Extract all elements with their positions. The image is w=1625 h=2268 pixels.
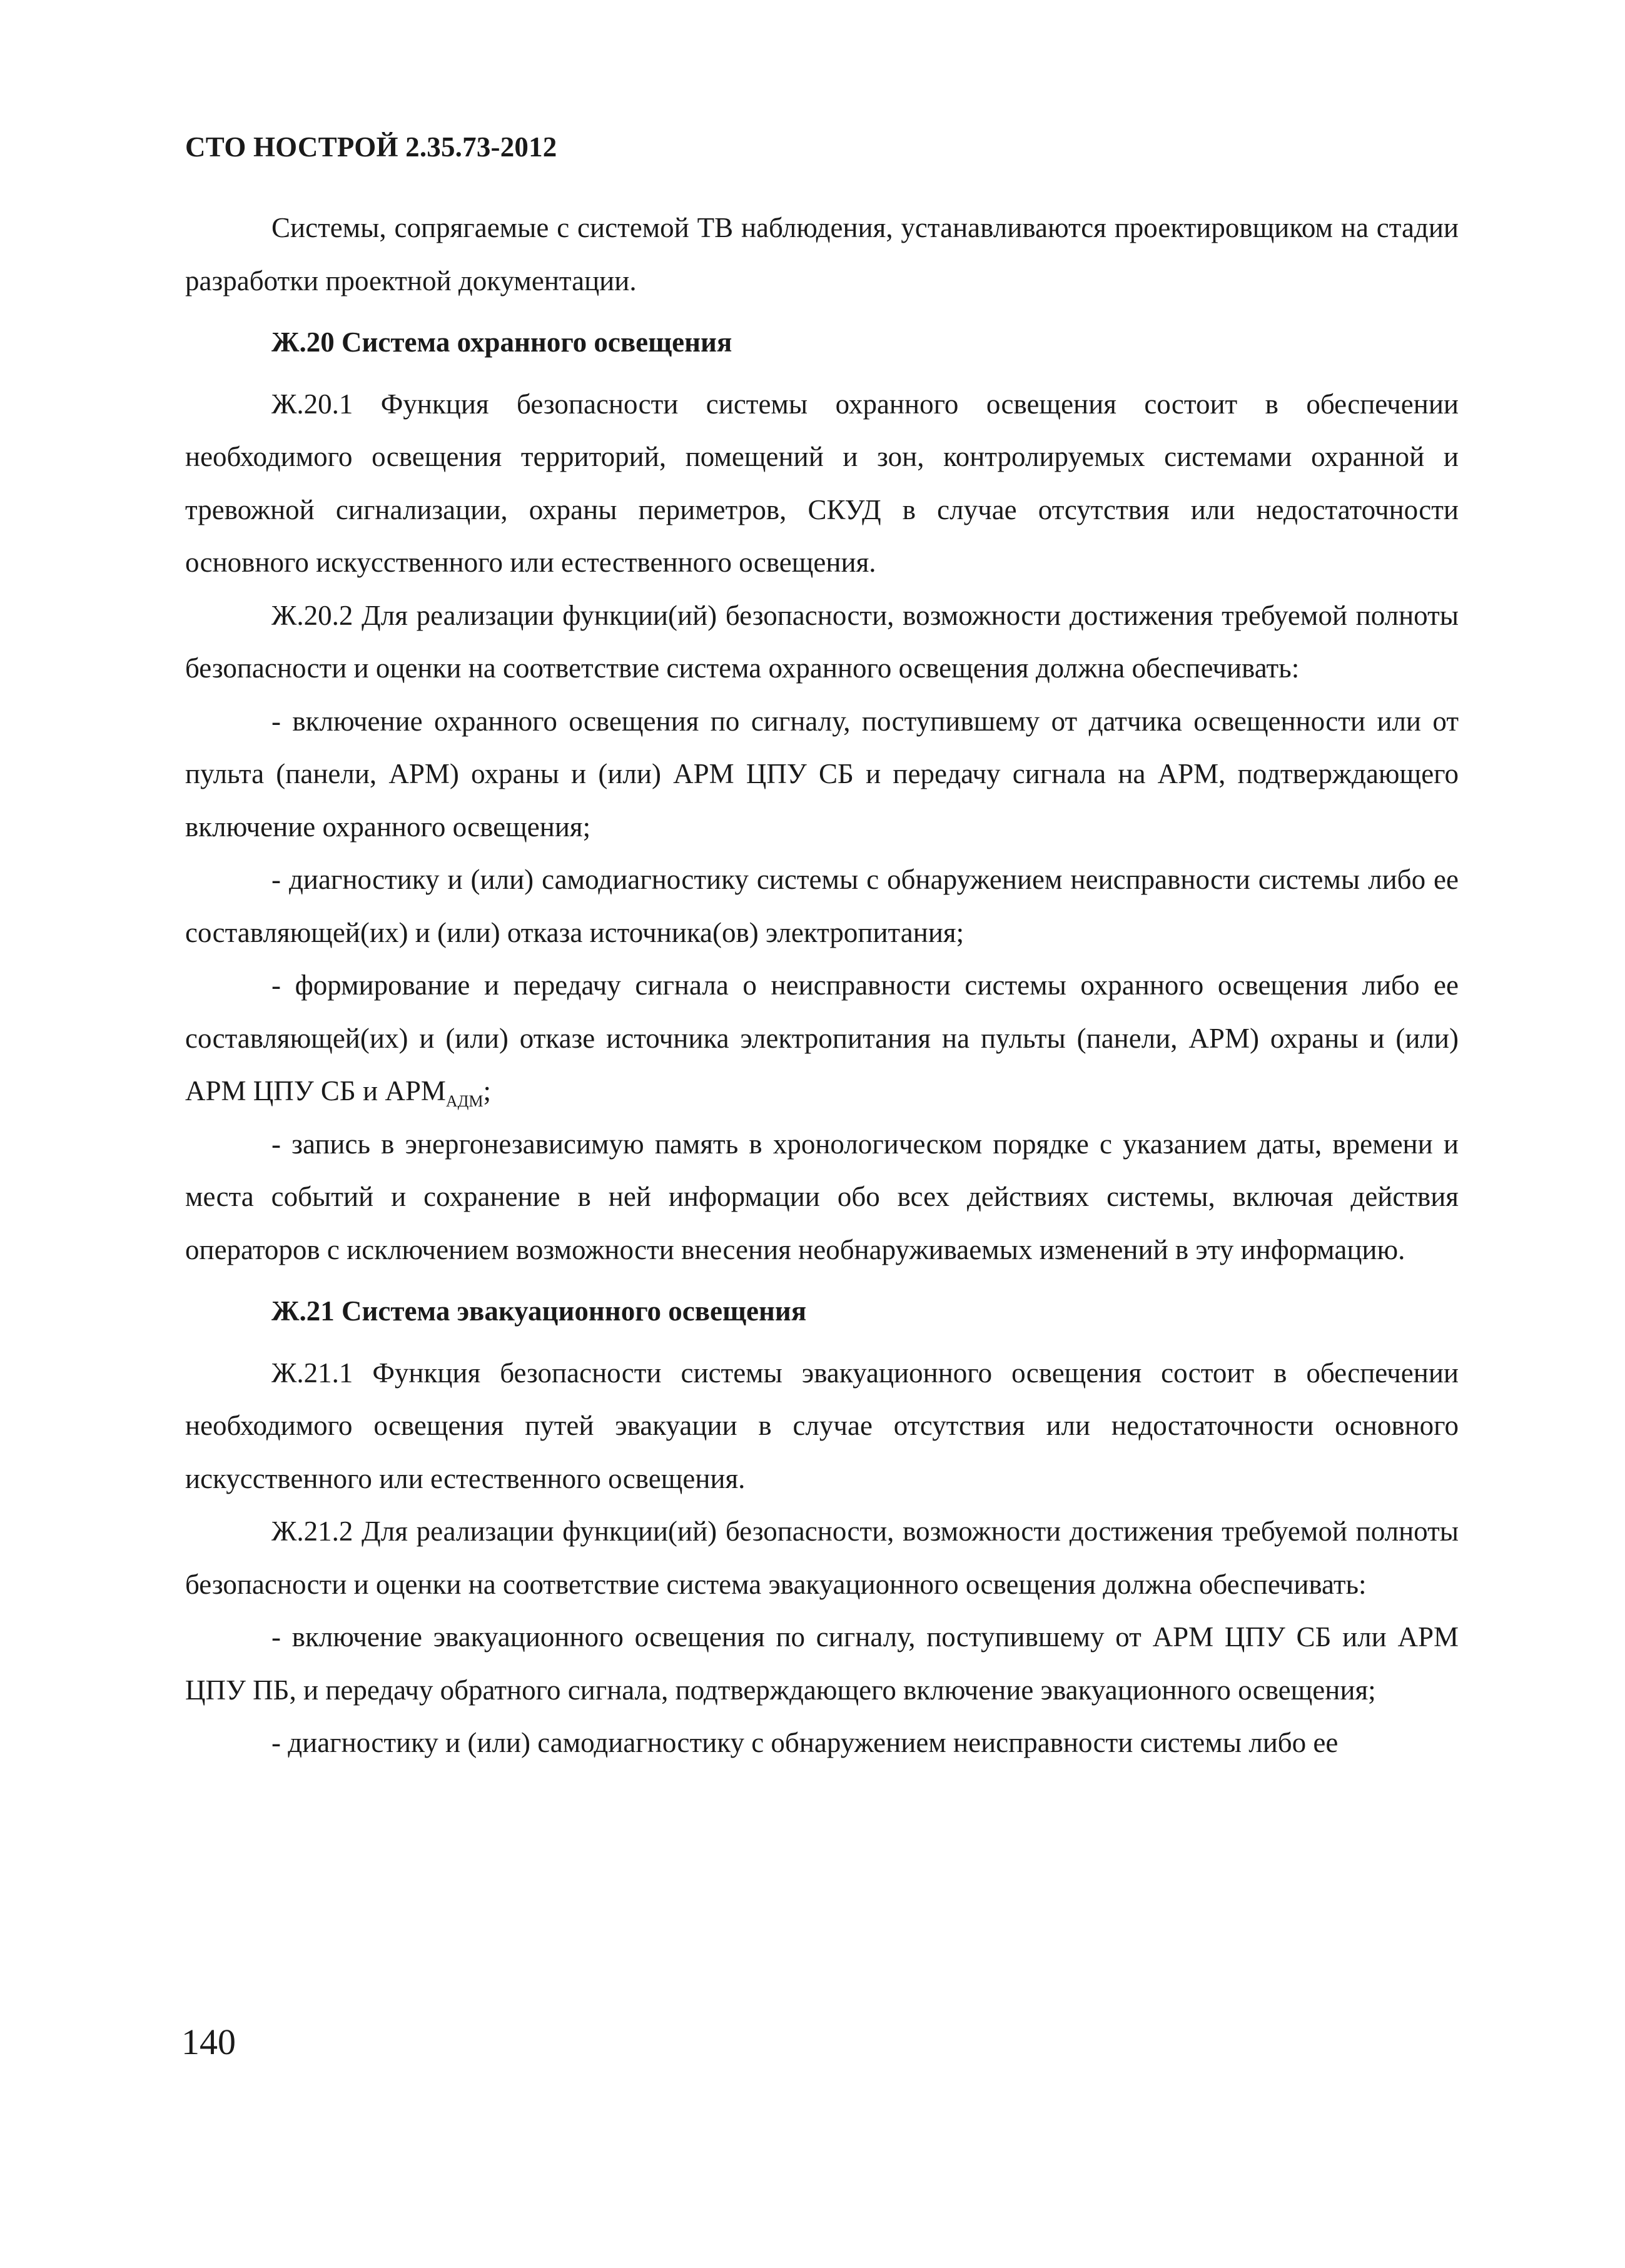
list-item-text: - формирование и передачу сигнала о неисправности системы охранного освещения либо ее составляющей(их) и (или) отказе источника электропитания на пульты (панели, АРМ) охраны и (или) АРМ ЦПУ СБ и АРМ — [185, 969, 1459, 1106]
subscript-adm: АДМ — [445, 1092, 483, 1110]
list-item: - диагностику и (или) самодиагностику с обнаружением неисправности системы либо ее — [271, 1727, 1339, 1758]
section-heading-zh21: Ж.21 Система эвакуационного освещения — [271, 1295, 807, 1327]
section-heading-zh20: Ж.20 Система охранного освещения — [271, 327, 732, 358]
list-item — [185, 959, 1459, 1118]
list-item: - включение эвакуационного освещения по сигналу, поступившему от АРМ ЦПУ СБ или АРМ ЦПУ ПБ, и передачу обратного сигнала, подтверждающего включение эвакуационного освещения; — [185, 1621, 1459, 1706]
list-item: - запись в энергонезависимую память в хронологическом порядке с указанием даты, времени и места событий и сохранение в ней информации обо всех действиях системы, включая действия операторов с исключением возможности внесения необнаруживаемых изменений в эту информацию. — [185, 1128, 1459, 1265]
paragraph: Ж.21.2 Для реализации функции(ий) безопасности, возможности достижения требуемой полноты безопасности и оценки на соответствие система эвакуационного освещения должна обеспечивать: — [185, 1516, 1459, 1600]
paragraph: Ж.20.2 Для реализации функции(ий) безопасности, возможности достижения требуемой полноты безопасности и оценки на соответствие система охранного освещения должна обеспечивать: — [185, 599, 1459, 684]
list-item-end: ; — [483, 1075, 492, 1106]
paragraph: Ж.20.1 Функция безопасности системы охранного освещения состоит в обеспечении необходимого освещения территорий, помещений и зон, контролируемых системами охранной и тревожной сигнализации, охраны периметров, СКУД в случае отсутствия или недостаточности основного искусственного или естественного освещения. — [185, 388, 1459, 578]
body-text — [185, 201, 1459, 1769]
page-number: 140 — [181, 2022, 236, 2062]
paragraph: Ж.21.1 Функция безопасности системы эвакуационного освещения состоит в обеспечении необходимого освещения путей эвакуации в случае отсутствия или недостаточности основного искусственного или естественного освещения. — [185, 1357, 1459, 1494]
paragraph: Системы, сопрягаемые с системой ТВ наблюдения, устанавливаются проектировщиком на стадии разработки проектной документации. — [185, 212, 1459, 296]
list-item: - включение охранного освещения по сигналу, поступившему от датчика освещенности или от пульта (панели, АРМ) охраны и (или) АРМ ЦПУ СБ и передачу сигнала на АРМ, подтверждающего включение охранного освещения; — [185, 705, 1459, 843]
document-code-header: СТО НОСТРОЙ 2.35.73-2012 — [185, 131, 557, 163]
list-item: - диагностику и (или) самодиагностику системы с обнаружением неисправности системы либо ее составляющей(их) и (или) отказа источника(ов) электропитания; — [185, 864, 1459, 948]
